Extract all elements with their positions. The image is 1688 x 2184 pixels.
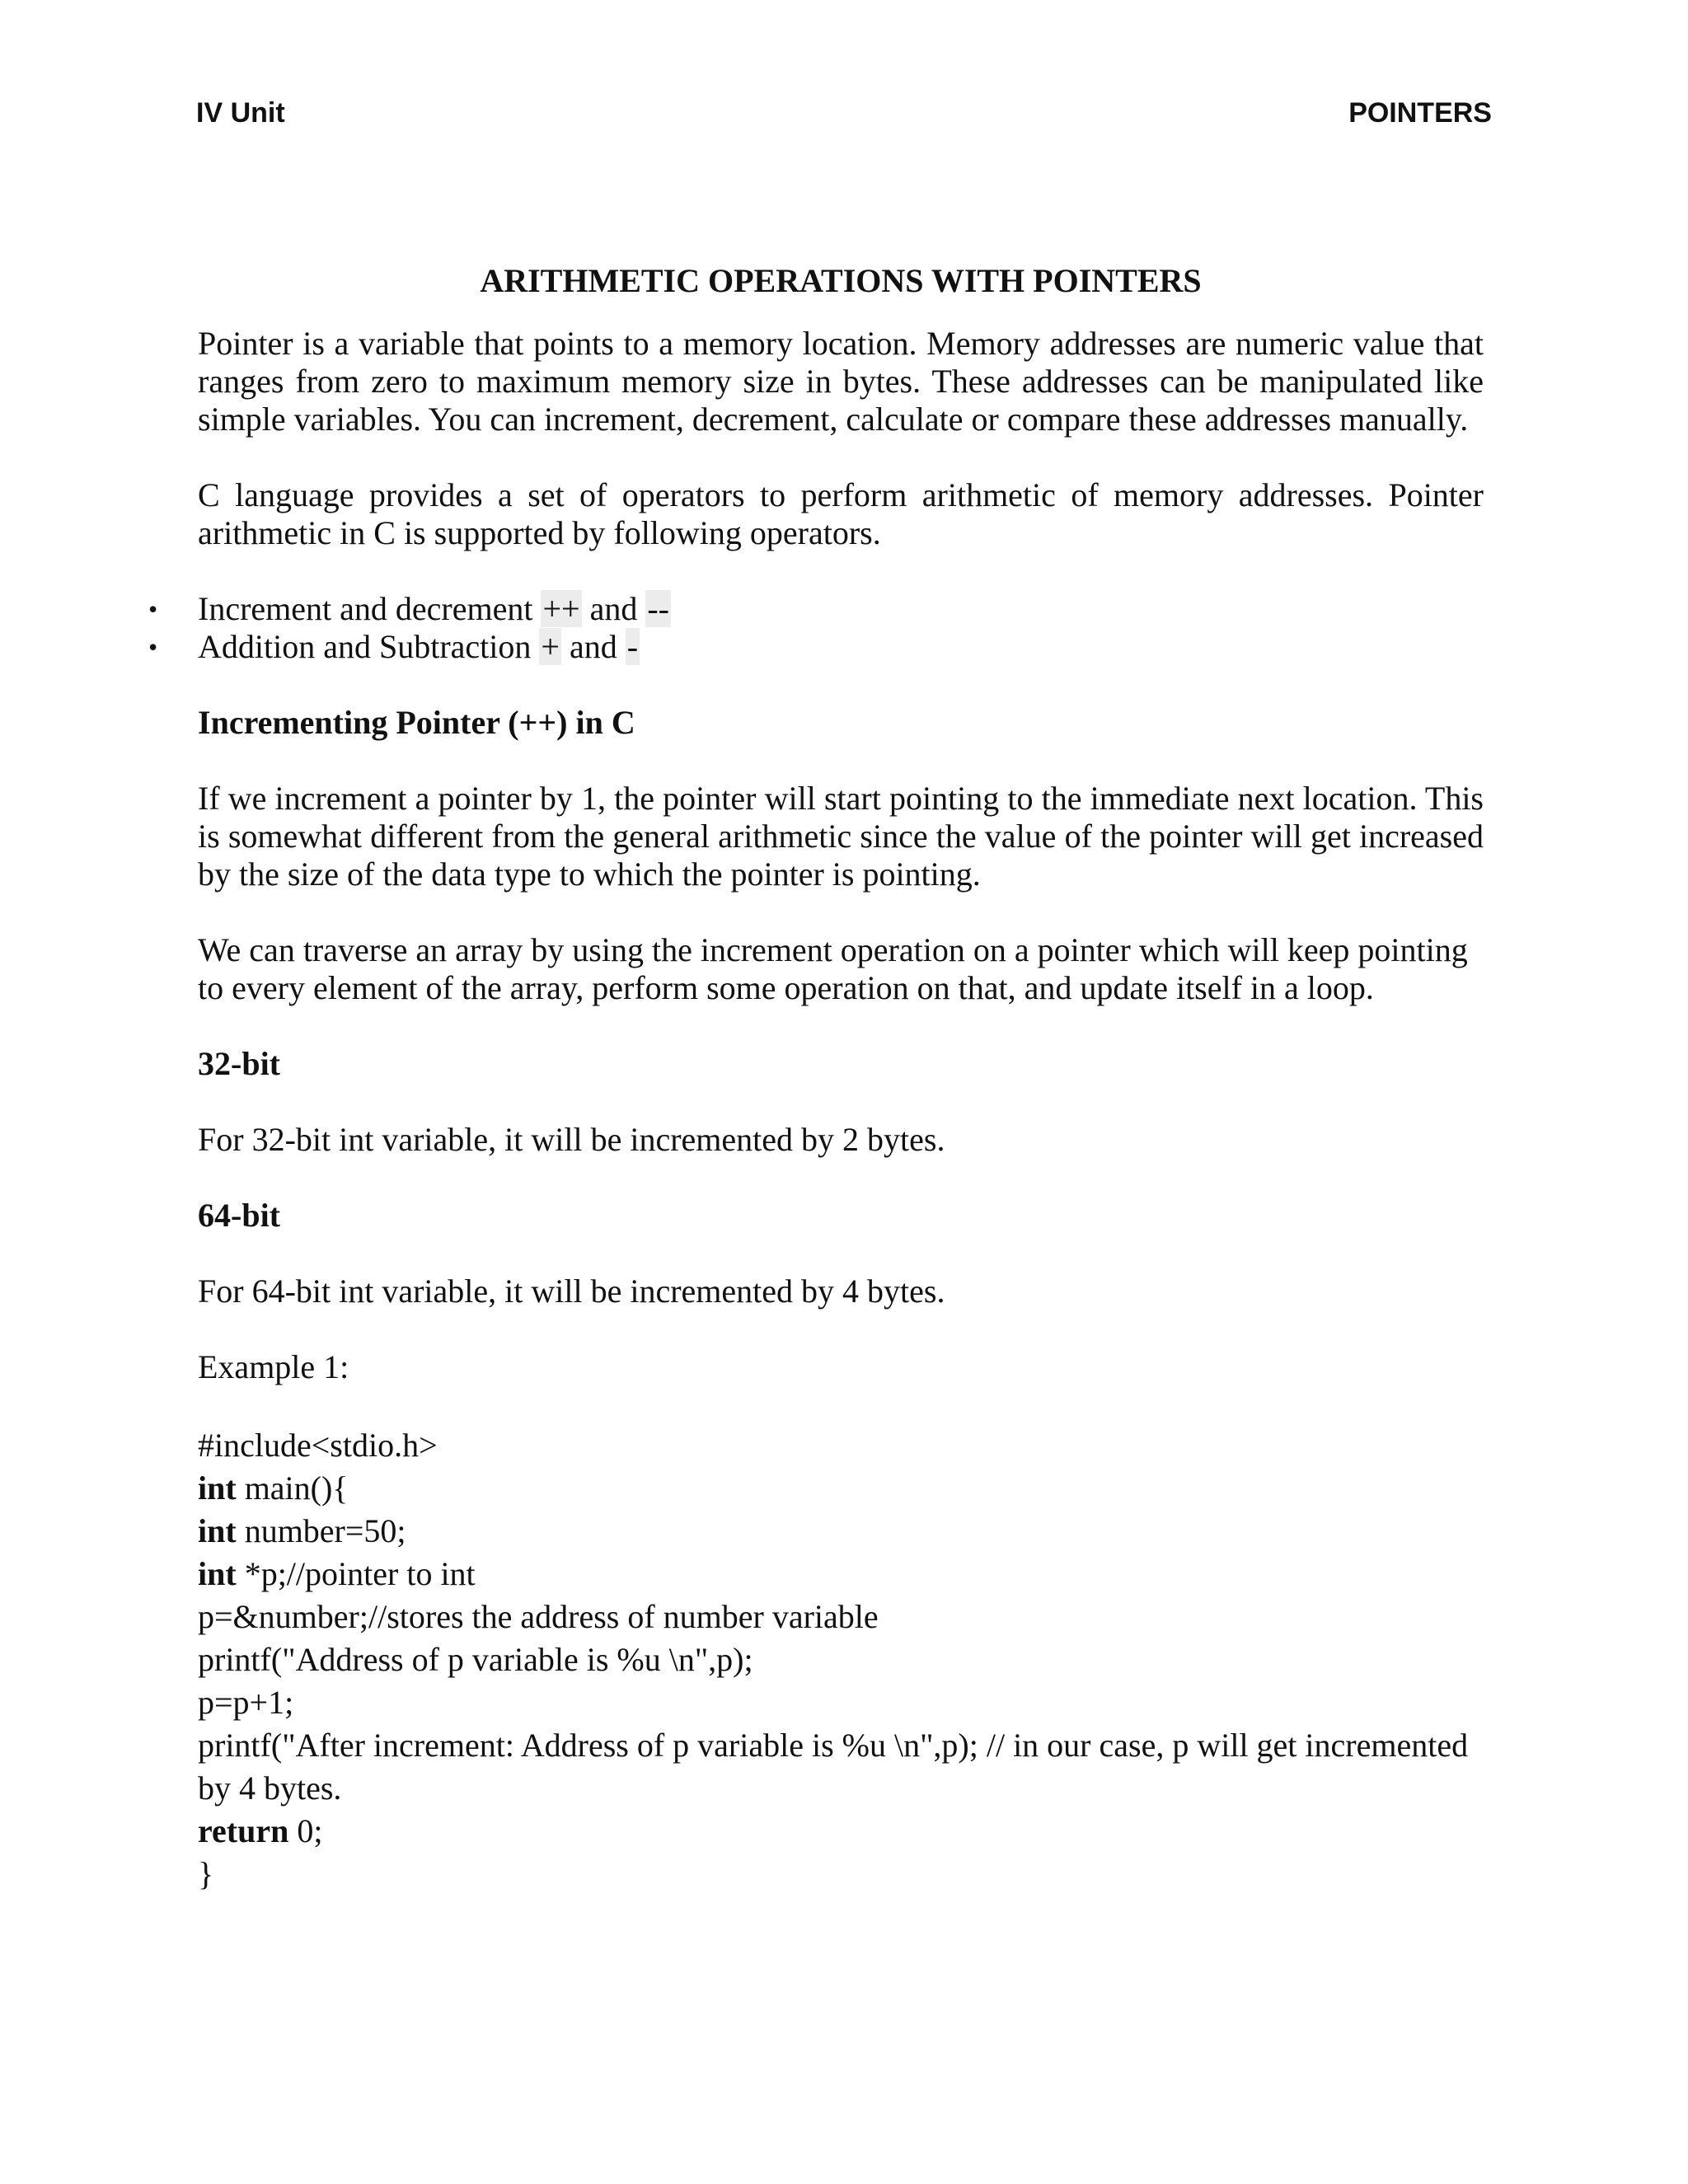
operators-paragraph: C language provides a set of operators to perform arithmetic of memory addresses. Pointer arithmetic in C is supported by following operators. (198, 476, 1484, 551)
code-line: #include<stdio.h> (198, 1427, 438, 1464)
operator-decrement: -- (647, 590, 669, 627)
page-header (196, 97, 1492, 138)
bit32-text: For 32-bit int variable, it will be incremented by 2 bytes. (198, 1121, 945, 1158)
section-heading-increment: Incrementing Pointer (++) in C (198, 704, 635, 741)
operator-subtraction: - (626, 628, 639, 665)
increment-paragraph: If we increment a pointer by 1, the pointer will start pointing to the immediate next location. This is somewhat different from the general arithmetic since the value of the pointer will get increased by the size of the data type to which the pointer is pointing. (198, 780, 1484, 893)
code-text: number=50; (236, 1512, 406, 1549)
section-heading-64bit: 64-bit (198, 1197, 280, 1234)
list-item (148, 590, 1484, 628)
bullet-icon: • (148, 594, 158, 624)
list-item (148, 628, 1484, 666)
page-title: ARITHMETIC OPERATIONS WITH POINTERS (480, 262, 1202, 299)
list-item-text: Addition and Subtraction (198, 628, 540, 665)
example-label: Example 1: (198, 1348, 349, 1385)
code-line: p=&number;//stores the address of number variable (198, 1598, 879, 1635)
bit64-text: For 64-bit int variable, it will be incremented by 4 bytes. (198, 1272, 945, 1310)
code-line (198, 1467, 1484, 1510)
section-heading-32bit: 32-bit (198, 1045, 280, 1082)
code-text: main(){ (236, 1469, 349, 1507)
code-line: printf("Address of p variable is %u \n",p); (198, 1641, 753, 1678)
code-line: } (198, 1855, 214, 1892)
code-keyword: return (198, 1812, 289, 1849)
code-keyword: int (198, 1469, 237, 1507)
list-item-joiner: and (581, 590, 646, 627)
traverse-paragraph: We can traverse an array by using the increment operation on a pointer which will keep pointing to every element of the array, perform some operation on that, and update itself in a loop. (198, 931, 1468, 1006)
code-keyword: int (198, 1512, 237, 1549)
code-line (198, 1510, 1484, 1553)
code-text: 0; (288, 1812, 323, 1849)
intro-paragraph: Pointer is a variable that points to a memory location. Memory addresses are numeric value that ranges from zero to maximum memory size in bytes. These addresses can be manipulated like simple variables. You can increment, decrement, calculate or compare these addresses manually. (198, 325, 1484, 438)
code-keyword: int (198, 1555, 237, 1592)
code-line (198, 1553, 1484, 1596)
bullet-icon: • (148, 632, 158, 662)
list-item-text: Increment and decrement (198, 590, 542, 627)
code-example (198, 1424, 1484, 1896)
header-topic-label: POINTERS (1348, 97, 1492, 129)
header-unit-label: IV Unit (196, 97, 285, 129)
code-text: *p;//pointer to int (236, 1555, 476, 1592)
code-line: p=p+1; (198, 1684, 294, 1721)
code-line: printf("After increment: Address of p variable is %u \n",p); // in our case, p will get incremented by 4 bytes. (198, 1727, 1469, 1807)
operator-list (148, 590, 1484, 666)
operator-increment: ++ (542, 590, 580, 627)
list-item-joiner: and (560, 628, 626, 665)
code-line (198, 1810, 1484, 1853)
document-body (148, 262, 1484, 1896)
operator-addition: + (541, 628, 560, 665)
